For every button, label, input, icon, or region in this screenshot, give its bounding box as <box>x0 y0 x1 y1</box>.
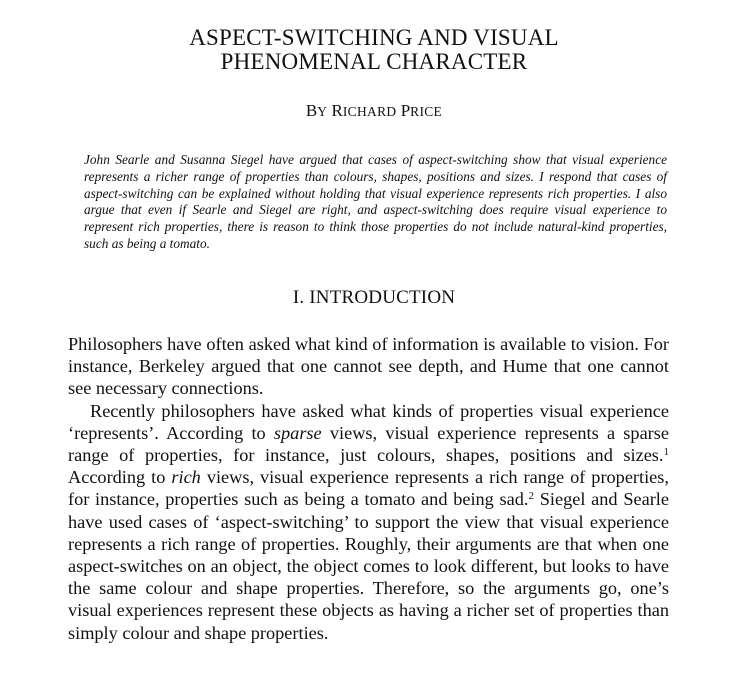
paragraph-1: Philosophers have often asked what kind of information is available to vision. For instance, Berkeley argued that one cannot see depth, and Hume that one cannot see necessary connections. <box>68 334 669 399</box>
title-line-2: PHENOMENAL CHARACTER <box>220 49 528 74</box>
author-byline: BY RICHARD PRICE <box>305 101 443 120</box>
emphasis-sparse: sparse <box>273 422 322 443</box>
body-text <box>68 333 669 644</box>
footnote-marker-1[interactable]: 1 <box>663 446 669 459</box>
paragraph-2: Recently philosophers have asked what kinds of properties visual experience ‘represents’. According to sparse views, visual experience represents a sparse range of properties, for instance, just colours, shapes, positions and sizes.$^1$ According to rich views, visual experience represents a rich range of properties, for instance, properties such as being a tomato and being sad.$^2$ Siegel and Searle have used cases of ‘aspect-switching’ to support the view that visual experience represents a rich range of properties. Roughly, their arguments are that when one aspect-switches on an object, the object comes to look different, but looks to have the same colour and shape properties. Therefore, so the arguments go, one’s visual experiences represent these objects as having a richer set of properties than simply colour and shape properties. <box>68 400 669 643</box>
paper-title <box>0 26 748 74</box>
footnote-marker-2[interactable]: 2 <box>528 490 534 503</box>
section-heading: I. INTRODUCTION <box>292 287 456 308</box>
abstract: John Searle and Susanna Siegel have argued that cases of aspect-switching show that visual experience represents a richer range of properties than colours, shapes, positions and sizes. I respond that cases of aspect-switching can be explained without holding that visual experience represents rich properties. I also argue that even if Searle and Siegel are right, and aspect-switching does require visual experience to represent rich properties, there is reason to think those properties do not include natural-kind properties, such as being a tomato. <box>84 152 667 251</box>
emphasis-rich: rich <box>171 467 201 488</box>
title-line-1: ASPECT-SWITCHING AND VISUAL <box>189 25 559 50</box>
